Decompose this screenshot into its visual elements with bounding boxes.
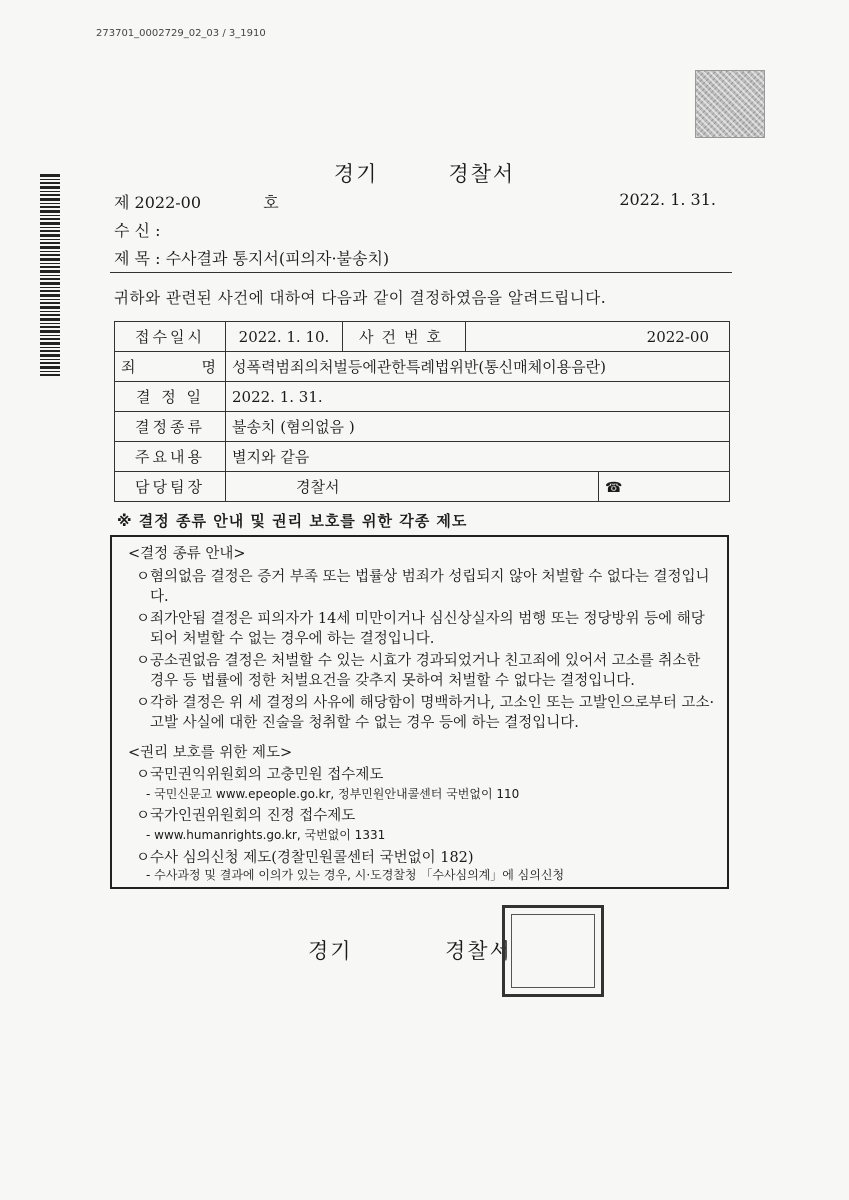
- header-org-right: 경찰서: [448, 162, 516, 186]
- bullet-icon: ㅇ: [136, 850, 151, 866]
- case-info-table: [114, 321, 730, 502]
- bullet-icon: ㅇ: [136, 808, 151, 824]
- list-item: [136, 806, 716, 826]
- table-row: [115, 412, 730, 442]
- document-id: 273701_0002729_02_03 / 3_1910: [96, 28, 266, 39]
- subject-line: [114, 246, 389, 269]
- table-row: [115, 322, 730, 352]
- bullet-icon: ㅇ: [136, 767, 151, 783]
- bullet-icon: ㅇ: [136, 569, 151, 585]
- bullet-icon: ㅇ: [136, 653, 151, 669]
- list-item: [136, 848, 716, 868]
- decision-type-label: 결정종류: [115, 412, 226, 442]
- page-title: [0, 158, 849, 188]
- list-item-text: 공소권없음 결정은 처벌할 수 있는 시효가 경과되었거나 친고죄에 있어서 고소를 취소한 경우 등 법률에 정한 처벌요건을 갖추지 못하여 처벌할 수 없다는 결정입니다.: [150, 653, 701, 689]
- list-item-detail: - 수사과정 및 결과에 이의가 있는 경우, 시·도경찰청 「수사심의계」에 심의신청: [146, 868, 565, 882]
- document-number-label: 제 2022-00: [114, 193, 202, 212]
- table-row: [115, 382, 730, 412]
- bullet-icon: ㅇ: [136, 695, 151, 711]
- recipient-label: 수 신 :: [114, 221, 161, 240]
- intro-text: 귀하와 관련된 사건에 대하여 다음과 같이 결정하였음을 알려드립니다.: [114, 289, 607, 307]
- list-item-detail: - www.humanrights.go.kr, 국번없이 1331: [146, 828, 386, 842]
- list-item: [136, 567, 716, 607]
- main-content-label: 주요내용: [115, 442, 226, 472]
- document-number-suffix: 호: [263, 193, 279, 212]
- list-item-text: 국민권익위원회의 고충민원 접수제도: [150, 767, 384, 783]
- received-value: 2022. 1. 10.: [226, 322, 343, 352]
- list-item: [136, 651, 716, 691]
- section-rights-protection: <권리 보호를 위한 제도>: [128, 745, 293, 761]
- seal-inner-border: [511, 914, 595, 988]
- case-no-label: 사건번호: [343, 322, 466, 352]
- list-item: [136, 693, 716, 733]
- footer-org-right: 경찰서: [445, 939, 512, 963]
- phone-cell: [599, 472, 730, 502]
- divider: [110, 272, 732, 273]
- list-item-text: 죄가안됨 결정은 피의자가 14세 미만이거나 심신상실자의 범행 또는 정당방위 등에 해당되어 처벌할 수 없는 경우에 하는 결정입니다.: [150, 611, 705, 647]
- list-item-detail: - 국민신문고 www.epeople.go.kr, 정부민원안내콜센터 국번없이 110: [146, 787, 520, 801]
- subject-label: 제 목 :: [114, 249, 161, 268]
- official-seal-icon: [502, 905, 604, 997]
- decision-date-value: 2022. 1. 31.: [226, 382, 730, 412]
- table-row: [115, 472, 730, 502]
- decision-type-value: 불송치 (혐의없음 ): [226, 412, 730, 442]
- section-decision-types: <결정 종류 안내>: [128, 546, 246, 562]
- officer-label: 담당팀장: [115, 472, 226, 502]
- case-no-value: 2022-00: [466, 322, 730, 352]
- decision-date-label: 결 정 일: [115, 382, 226, 412]
- subject-text: 수사결과 통지서(피의자·불송치): [165, 249, 390, 268]
- main-content-value: 별지와 같음: [226, 442, 730, 472]
- list-item-text: 국가인권위원회의 진정 접수제도: [150, 808, 356, 824]
- header-org-left: 경기: [333, 162, 379, 186]
- bullet-icon: ㅇ: [136, 611, 151, 627]
- officer-value: 경찰서: [226, 472, 599, 502]
- table-row: [115, 442, 730, 472]
- phone-icon: ☎: [605, 479, 623, 496]
- table-row: [115, 352, 730, 382]
- barcode-icon: [40, 173, 60, 376]
- list-item: [136, 609, 716, 649]
- footer-org-left: 경기: [308, 939, 353, 963]
- crime-label: 죄 명: [115, 352, 226, 382]
- list-item-text: 혐의없음 결정은 증거 부족 또는 법률상 범죄가 성립되지 않아 처벌할 수 없다는 결정입니다.: [150, 569, 710, 605]
- qr-code-icon: [695, 70, 765, 138]
- list-item: [136, 765, 716, 785]
- list-item-text: 수사 심의신청 제도(경찰민원콜센터 국번없이 182): [150, 850, 474, 866]
- document-number: [114, 190, 279, 213]
- list-item-text: 각하 결정은 위 세 결정의 사유에 해당함이 명백하거나, 고소인 또는 고발인으로부터 고소·고발 사실에 대한 진술을 청취할 수 없는 경우 등에 하는 결정입니다.: [150, 695, 715, 731]
- notice-title: ※ 결정 종류 안내 및 권리 보호를 위한 각종 제도: [117, 512, 468, 530]
- document-date: 2022. 1. 31.: [619, 190, 716, 209]
- received-label: 접수일시: [115, 322, 226, 352]
- crime-value: 성폭력범죄의처벌등에관한특례법위반(통신매체이용음란): [226, 352, 730, 382]
